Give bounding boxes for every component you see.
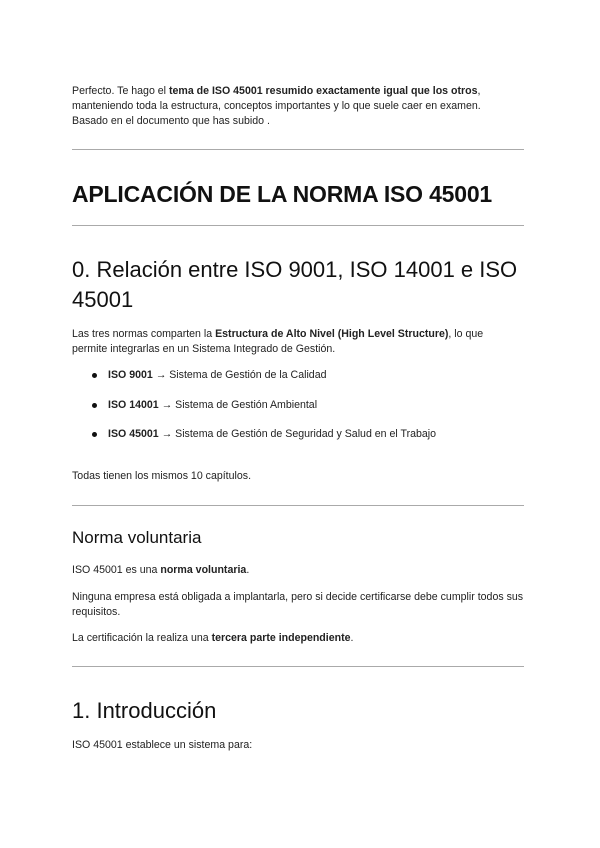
list-item (92, 368, 512, 398)
intro-bold: tema de ISO 45001 resumido exactamente igual que los otros (168, 85, 478, 97)
iso-list (92, 368, 512, 457)
section-0-text-b: , lo que (448, 328, 484, 340)
section-0-paragraph (72, 327, 524, 357)
intro-paragraph (72, 84, 512, 129)
bullet-icon (92, 403, 97, 408)
section-1-paragraph: ISO 45001 establece un sistema para: (72, 739, 253, 751)
bullet-icon (92, 432, 97, 437)
divider (72, 225, 524, 226)
main-title: APLICACIÓN DE LA NORMA ISO 45001 (72, 181, 493, 207)
section-0-bold: Estructura de Alto Nivel (High Level Structure) (215, 328, 449, 340)
voluntaria-text-end: . (246, 564, 250, 576)
iso-code: ISO 14001 (108, 398, 159, 411)
voluntaria-cert-text: La certificación la realiza una (72, 632, 212, 644)
iso-description: → Sistema de Gestión Ambiental (158, 398, 318, 411)
iso-description: → Sistema de Gestión de la Calidad (152, 369, 327, 381)
list-item (92, 427, 512, 457)
intro-text-end: , (477, 85, 481, 97)
voluntaria-text: ISO 45001 es una (72, 564, 161, 576)
voluntaria-cert-end: . (350, 632, 354, 644)
bullet-icon (92, 373, 97, 378)
voluntaria-cert-bold: tercera parte independiente (211, 632, 351, 644)
intro-line-3: Basado en el documento que has subido . (72, 115, 270, 127)
iso-code: ISO 45001 (108, 428, 159, 440)
divider (72, 149, 524, 150)
voluntaria-bold: norma voluntaria (160, 564, 247, 576)
section-0-heading: 0. Relación entre ISO 9001, ISO 14001 e ISO 45001 (72, 257, 518, 312)
divider (72, 666, 524, 667)
section-0-closing: Todas tienen los mismos 10 capítulos. (72, 470, 252, 482)
section-1-heading: 1. Introducción (72, 698, 217, 723)
iso-code: ISO 9001 (108, 369, 153, 381)
voluntaria-paragraph-2: Ninguna empresa está obligada a implantarla, pero si decide certificarse debe cumplir todos sus requisitos. (72, 591, 524, 618)
intro-text: Perfecto. Te hago el (72, 85, 169, 97)
divider (72, 505, 524, 506)
section-0-text: Las tres normas comparten la (72, 328, 216, 340)
list-item (92, 398, 512, 428)
voluntaria-paragraph-3 (72, 631, 524, 646)
voluntaria-paragraph-1 (72, 563, 524, 578)
intro-line-2: manteniendo toda la estructura, conceptos importantes y lo que suele caer en examen. (72, 100, 481, 112)
section-0-text-c: permite integrarlas en un Sistema Integrado de Gestión. (72, 343, 336, 355)
iso-description: → Sistema de Gestión de Seguridad y Salud en el Trabajo (158, 428, 437, 440)
voluntaria-heading: Norma voluntaria (72, 528, 202, 547)
